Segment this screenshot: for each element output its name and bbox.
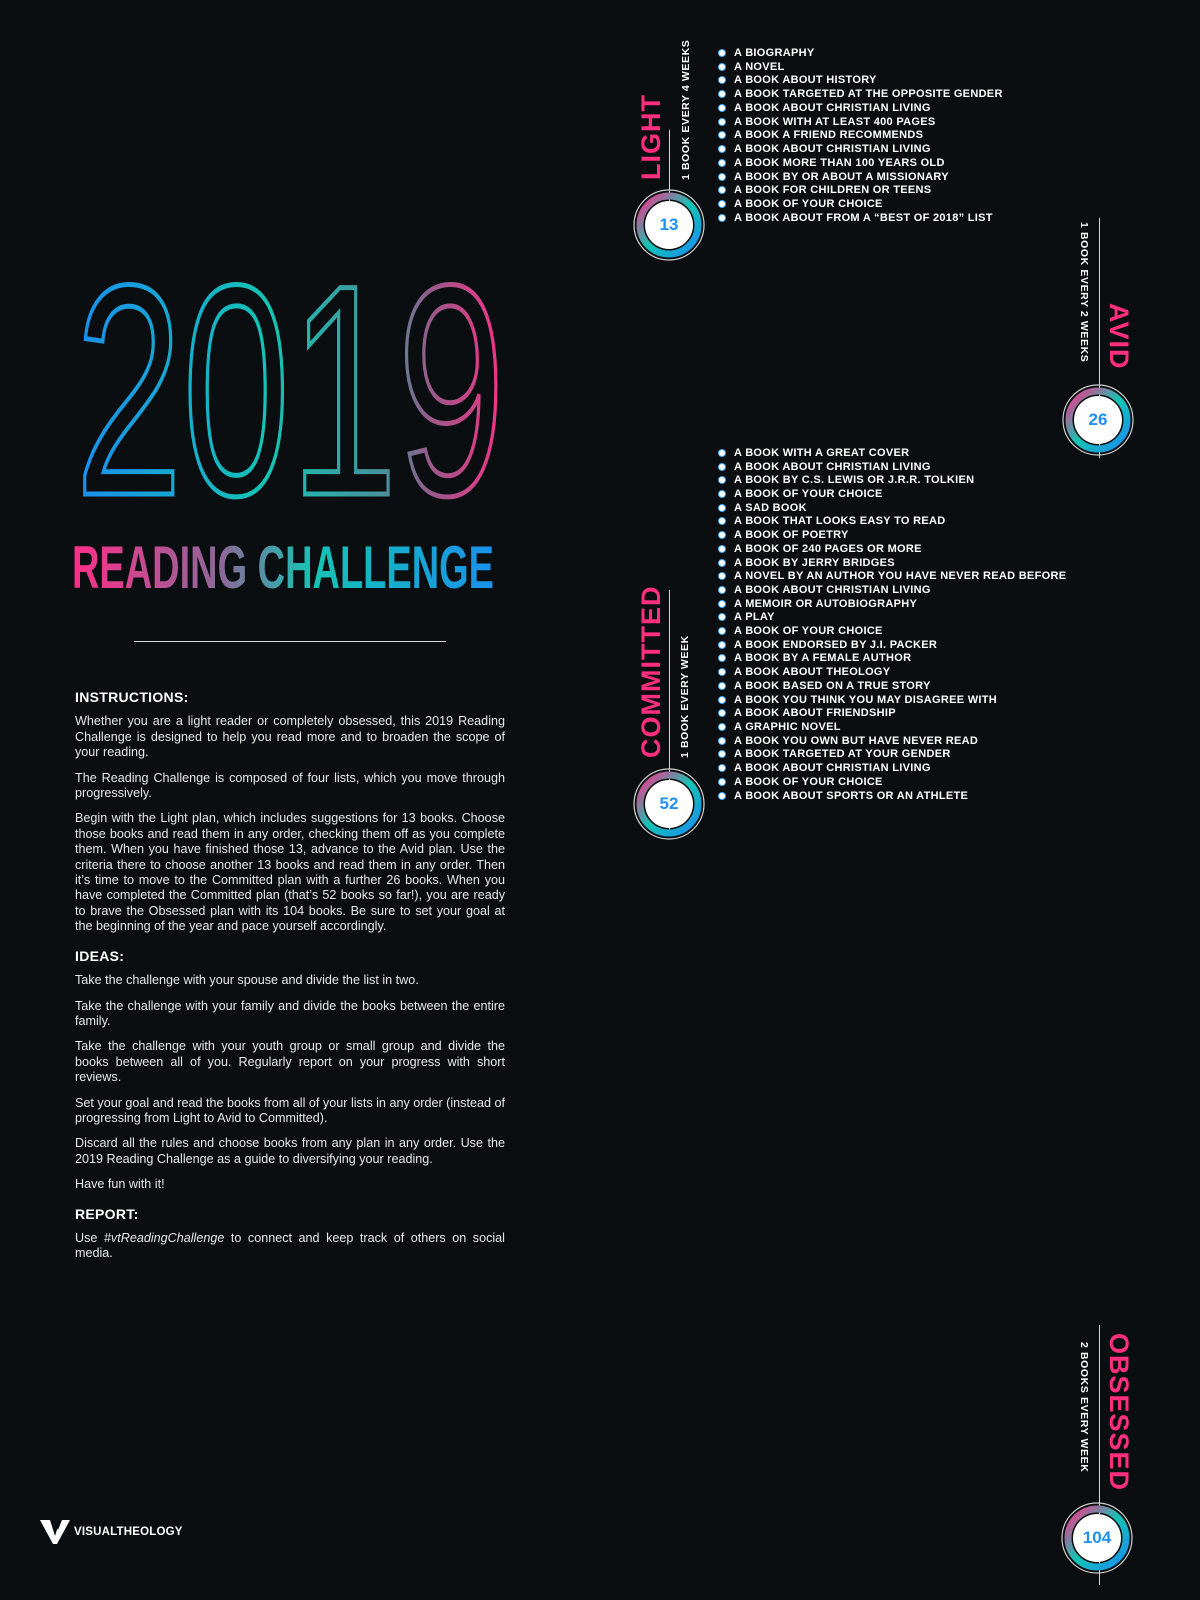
- checkbox-dot-icon[interactable]: [718, 145, 726, 153]
- checkbox-dot-icon[interactable]: [718, 572, 726, 580]
- title-divider: [134, 641, 446, 642]
- light-count-badge: [632, 188, 706, 262]
- committed-list-item[interactable]: [718, 569, 1066, 583]
- committed-list-item-label: A BOOK ENDORSED BY J.I. PACKER: [734, 638, 938, 651]
- committed-list-item[interactable]: [718, 720, 841, 734]
- ideas-paragraph: Take the challenge with your spouse and divide the list in two.: [75, 973, 419, 988]
- visual-theology-logo[interactable]: [40, 1518, 183, 1546]
- checkbox-dot-icon[interactable]: [718, 449, 726, 457]
- committed-list-item[interactable]: [718, 775, 883, 789]
- light-list-item-label: A BOOK WITH AT LEAST 400 PAGES: [734, 115, 936, 128]
- committed-list-item-label: A BOOK ABOUT CHRISTIAN LIVING: [734, 583, 931, 596]
- committed-list-item-label: A GRAPHIC NOVEL: [734, 721, 841, 734]
- checkbox-dot-icon[interactable]: [718, 586, 726, 594]
- obsessed-plan-rate: 2 BOOKS EVERY WEEK: [1078, 1342, 1090, 1473]
- committed-list-item[interactable]: [718, 556, 895, 570]
- checkbox-dot-icon[interactable]: [718, 131, 726, 139]
- committed-list-item[interactable]: [718, 665, 890, 679]
- light-list-item[interactable]: [718, 87, 1003, 101]
- checkbox-dot-icon[interactable]: [718, 545, 726, 553]
- avid-count-badge: [1061, 383, 1135, 457]
- report-paragraph: [75, 1231, 505, 1262]
- ideas-paragraph: Take the challenge with your youth group or small group and divide the books between all of you. Regularly report on your progress with short reviews.: [75, 1039, 505, 1085]
- committed-list-item-label: A BOOK YOU OWN BUT HAVE NEVER READ: [734, 734, 979, 747]
- checkbox-dot-icon[interactable]: [718, 641, 726, 649]
- committed-list-item[interactable]: [718, 583, 931, 597]
- committed-list-item[interactable]: [718, 789, 968, 803]
- committed-count: 52: [659, 794, 679, 813]
- ideas-paragraph: Set your goal and read the books from all of your lists in any order (instead of progressing from Light to Avid to Committed).: [75, 1095, 505, 1125]
- committed-list-item-label: A BOOK OF YOUR CHOICE: [734, 775, 883, 788]
- instructions-paragraph: Whether you are a light reader or completely obsessed, this 2019 Reading Challenge is designed to help you read more and to broaden the scope of your reading.: [75, 714, 505, 760]
- committed-list-item[interactable]: [718, 734, 978, 748]
- checkbox-dot-icon[interactable]: [718, 654, 726, 662]
- committed-list-item[interactable]: [718, 460, 931, 474]
- obsessed-count-badge: [1060, 1501, 1134, 1575]
- light-list-item-label: A BOOK ABOUT FROM A “BEST OF 2018” LIST: [734, 211, 993, 224]
- checkbox-dot-icon[interactable]: [718, 559, 726, 567]
- committed-list-item[interactable]: [718, 515, 946, 529]
- checkbox-dot-icon[interactable]: [718, 200, 726, 208]
- checkbox-dot-icon[interactable]: [718, 63, 726, 71]
- year-title: [70, 262, 510, 522]
- subtitle-text: READING CHALLENGE: [72, 536, 494, 600]
- committed-list-item[interactable]: [718, 706, 896, 720]
- ideas-heading: IDEAS:: [75, 947, 125, 964]
- checkbox-dot-icon[interactable]: [718, 118, 726, 126]
- light-list-item[interactable]: [718, 156, 945, 170]
- checkbox-dot-icon[interactable]: [718, 90, 726, 98]
- light-list-item-label: A BOOK TARGETED AT THE OPPOSITE GENDER: [734, 88, 1003, 101]
- committed-list-item-label: A MEMOIR OR AUTOBIOGRAPHY: [734, 597, 918, 610]
- checkbox-dot-icon[interactable]: [718, 214, 726, 222]
- light-list-item-label: A BOOK A FRIEND RECOMMENDS: [734, 129, 924, 142]
- obsessed-count: 104: [1082, 1528, 1112, 1547]
- light-list-item-label: A BOOK BY OR ABOUT A MISSIONARY: [734, 170, 949, 183]
- light-list-item[interactable]: [718, 101, 931, 115]
- report-hashtag[interactable]: #vtReadingChallenge: [103, 1230, 225, 1245]
- committed-list-item-label: A BOOK OF POETRY: [734, 529, 849, 542]
- checkbox-dot-icon[interactable]: [718, 778, 726, 786]
- committed-list-item-label: A BOOK OF YOUR CHOICE: [734, 625, 883, 638]
- report-prefix: Use: [75, 1230, 104, 1245]
- obsessed-plan-name: OBSESSED: [1104, 1333, 1134, 1492]
- committed-list-item-label: A BOOK ABOUT THEOLOGY: [734, 666, 891, 679]
- light-plan-name: LIGHT: [636, 94, 666, 180]
- committed-list-item[interactable]: [718, 487, 883, 501]
- committed-list-item-label: A NOVEL BY AN AUTHOR YOU HAVE NEVER READ BEFORE: [734, 570, 1067, 583]
- committed-list-item[interactable]: [718, 638, 937, 652]
- checkbox-dot-icon[interactable]: [718, 531, 726, 539]
- light-list-item-label: A BOOK ABOUT CHRISTIAN LIVING: [734, 143, 931, 156]
- checkbox-dot-icon[interactable]: [718, 490, 726, 498]
- committed-list-item[interactable]: [718, 748, 951, 762]
- light-list-item[interactable]: [718, 211, 993, 225]
- checkbox-dot-icon[interactable]: [718, 627, 726, 635]
- committed-list-item[interactable]: [718, 761, 931, 775]
- checkbox-dot-icon[interactable]: [718, 517, 726, 525]
- instructions-panel: [75, 690, 505, 1272]
- checkbox-dot-icon[interactable]: [718, 186, 726, 194]
- checkbox-dot-icon[interactable]: [718, 696, 726, 704]
- committed-list-item[interactable]: [718, 446, 909, 460]
- light-list-item-label: A BOOK ABOUT HISTORY: [734, 74, 877, 87]
- committed-list-item[interactable]: [718, 597, 917, 611]
- committed-list-item-label: A BOOK TARGETED AT YOUR GENDER: [734, 748, 951, 761]
- light-list-item[interactable]: [718, 197, 883, 211]
- avid-count: 26: [1088, 410, 1108, 429]
- avid-plan-rate: 1 BOOK EVERY 2 WEEKS: [1078, 222, 1090, 363]
- committed-count-badge: [632, 767, 706, 841]
- year-text: 2019: [75, 262, 505, 522]
- committed-list-item-label: A BOOK WITH A GREAT COVER: [734, 446, 910, 459]
- light-list-item[interactable]: [718, 170, 949, 184]
- light-list-item-label: A BOOK ABOUT CHRISTIAN LIVING: [734, 101, 931, 114]
- light-list-item-label: A BOOK FOR CHILDREN OR TEENS: [734, 184, 932, 197]
- logo-text-part1: VISUAL: [74, 1526, 117, 1538]
- light-list-item[interactable]: [718, 74, 877, 88]
- committed-list-item-label: A BOOK BY C.S. LEWIS OR J.R.R. TOLKIEN: [734, 474, 975, 487]
- light-list-item[interactable]: [718, 115, 936, 129]
- checkbox-dot-icon[interactable]: [718, 476, 726, 484]
- committed-list-item-label: A BOOK THAT LOOKS EASY TO READ: [734, 515, 946, 528]
- committed-plan-name: COMMITTED: [636, 585, 666, 758]
- subtitle-title: [70, 536, 510, 600]
- committed-list-item-label: A BOOK ABOUT SPORTS OR AN ATHLETE: [734, 789, 969, 802]
- committed-list-item-label: A BOOK BY A FEMALE AUTHOR: [734, 652, 912, 665]
- checkbox-dot-icon[interactable]: [718, 764, 726, 772]
- committed-list-item[interactable]: [718, 679, 931, 693]
- committed-list-item-label: A BOOK ABOUT CHRISTIAN LIVING: [734, 762, 931, 775]
- checkbox-dot-icon[interactable]: [718, 792, 726, 800]
- light-list-item[interactable]: [718, 142, 931, 156]
- checkbox-dot-icon[interactable]: [718, 668, 726, 676]
- checkbox-dot-icon[interactable]: [718, 750, 726, 758]
- light-list-item[interactable]: [718, 46, 815, 60]
- committed-list-item-label: A BOOK OF 240 PAGES OR MORE: [734, 542, 922, 555]
- committed-list-item-label: A PLAY: [734, 611, 775, 624]
- committed-list-item[interactable]: [718, 473, 974, 487]
- checkbox-dot-icon[interactable]: [718, 104, 726, 112]
- light-list-item[interactable]: [718, 184, 931, 198]
- checkbox-dot-icon[interactable]: [718, 613, 726, 621]
- committed-list-item[interactable]: [718, 501, 807, 515]
- committed-list-item-label: A BOOK OF YOUR CHOICE: [734, 487, 883, 500]
- committed-list-item[interactable]: [718, 652, 911, 666]
- light-count: 13: [659, 215, 679, 234]
- checkbox-dot-icon[interactable]: [718, 463, 726, 471]
- instructions-heading: INSTRUCTIONS:: [75, 689, 189, 705]
- committed-plan-rate: 1 BOOK EVERY WEEK: [679, 635, 691, 758]
- committed-list-item[interactable]: [718, 693, 997, 707]
- light-list-item[interactable]: [718, 129, 923, 143]
- light-list-item-label: A NOVEL: [734, 60, 785, 73]
- instructions-paragraph: Begin with the Light plan, which includes suggestions for 13 books. Choose those books and read them in any order, checking them off as you complete them. When you have finished those 13, advance to the Avid plan. Use the criteria there to choose another 13 books and read them in any order. Then it’s time to move to the Committed plan with a further 26 books. When you have completed the Committed plan (that’s 52 books so far!), you are ready to brave the Obsessed plan with its 104 books. Be sure to set your goal at the beginning of the year and pace yourself accordingly.: [75, 811, 505, 934]
- ideas-paragraph: Discard all the rules and choose books from any plan in any order. Use the 2019 Reading Challenge as a guide to diversifying your reading.: [75, 1136, 505, 1166]
- report-suffix: to connect and keep track of others on social media.: [75, 1230, 505, 1261]
- logo-text-part2: THEOLOGY: [116, 1526, 183, 1538]
- light-list-item-label: A BOOK OF YOUR CHOICE: [734, 198, 883, 211]
- committed-list-item-label: A SAD BOOK: [734, 501, 807, 514]
- avid-plan-name: AVID: [1104, 303, 1134, 370]
- checkbox-dot-icon[interactable]: [718, 600, 726, 608]
- logo-text: [74, 1526, 183, 1538]
- committed-list-item[interactable]: [718, 611, 775, 625]
- light-list-item-label: A BIOGRAPHY: [734, 46, 815, 59]
- committed-list-item-label: A BOOK ABOUT FRIENDSHIP: [734, 707, 896, 720]
- checkbox-dot-icon[interactable]: [718, 737, 726, 745]
- checkbox-dot-icon[interactable]: [718, 682, 726, 690]
- ideas-paragraph: Have fun with it!: [75, 1177, 165, 1192]
- checkbox-dot-icon[interactable]: [718, 49, 726, 57]
- report-heading: REPORT:: [75, 1205, 139, 1222]
- light-list-item-label: A BOOK MORE THAN 100 YEARS OLD: [734, 156, 945, 169]
- committed-list-item-label: A BOOK BASED ON A TRUE STORY: [734, 679, 931, 692]
- ideas-paragraph: Take the challenge with your family and divide the books between the entire family.: [75, 998, 505, 1028]
- committed-list-item[interactable]: [718, 528, 849, 542]
- committed-list-item-label: A BOOK ABOUT CHRISTIAN LIVING: [734, 460, 931, 473]
- checkbox-dot-icon[interactable]: [718, 173, 726, 181]
- committed-list-item[interactable]: [718, 624, 883, 638]
- committed-list-item-label: A BOOK BY JERRY BRIDGES: [734, 556, 895, 569]
- checkbox-dot-icon[interactable]: [718, 504, 726, 512]
- instructions-paragraph: The Reading Challenge is composed of four lists, which you move through progressively.: [75, 770, 505, 801]
- light-list-item[interactable]: [718, 60, 785, 74]
- committed-list-item[interactable]: [718, 542, 922, 556]
- checkbox-dot-icon[interactable]: [718, 159, 726, 167]
- vt-logo-icon: [40, 1518, 70, 1546]
- light-plan-rate: 1 BOOK EVERY 4 WEEKS: [680, 39, 692, 180]
- checkbox-dot-icon[interactable]: [718, 76, 726, 84]
- checkbox-dot-icon[interactable]: [718, 723, 726, 731]
- committed-list-item-label: A BOOK YOU THINK YOU MAY DISAGREE WITH: [734, 693, 998, 706]
- checkbox-dot-icon[interactable]: [718, 709, 726, 717]
